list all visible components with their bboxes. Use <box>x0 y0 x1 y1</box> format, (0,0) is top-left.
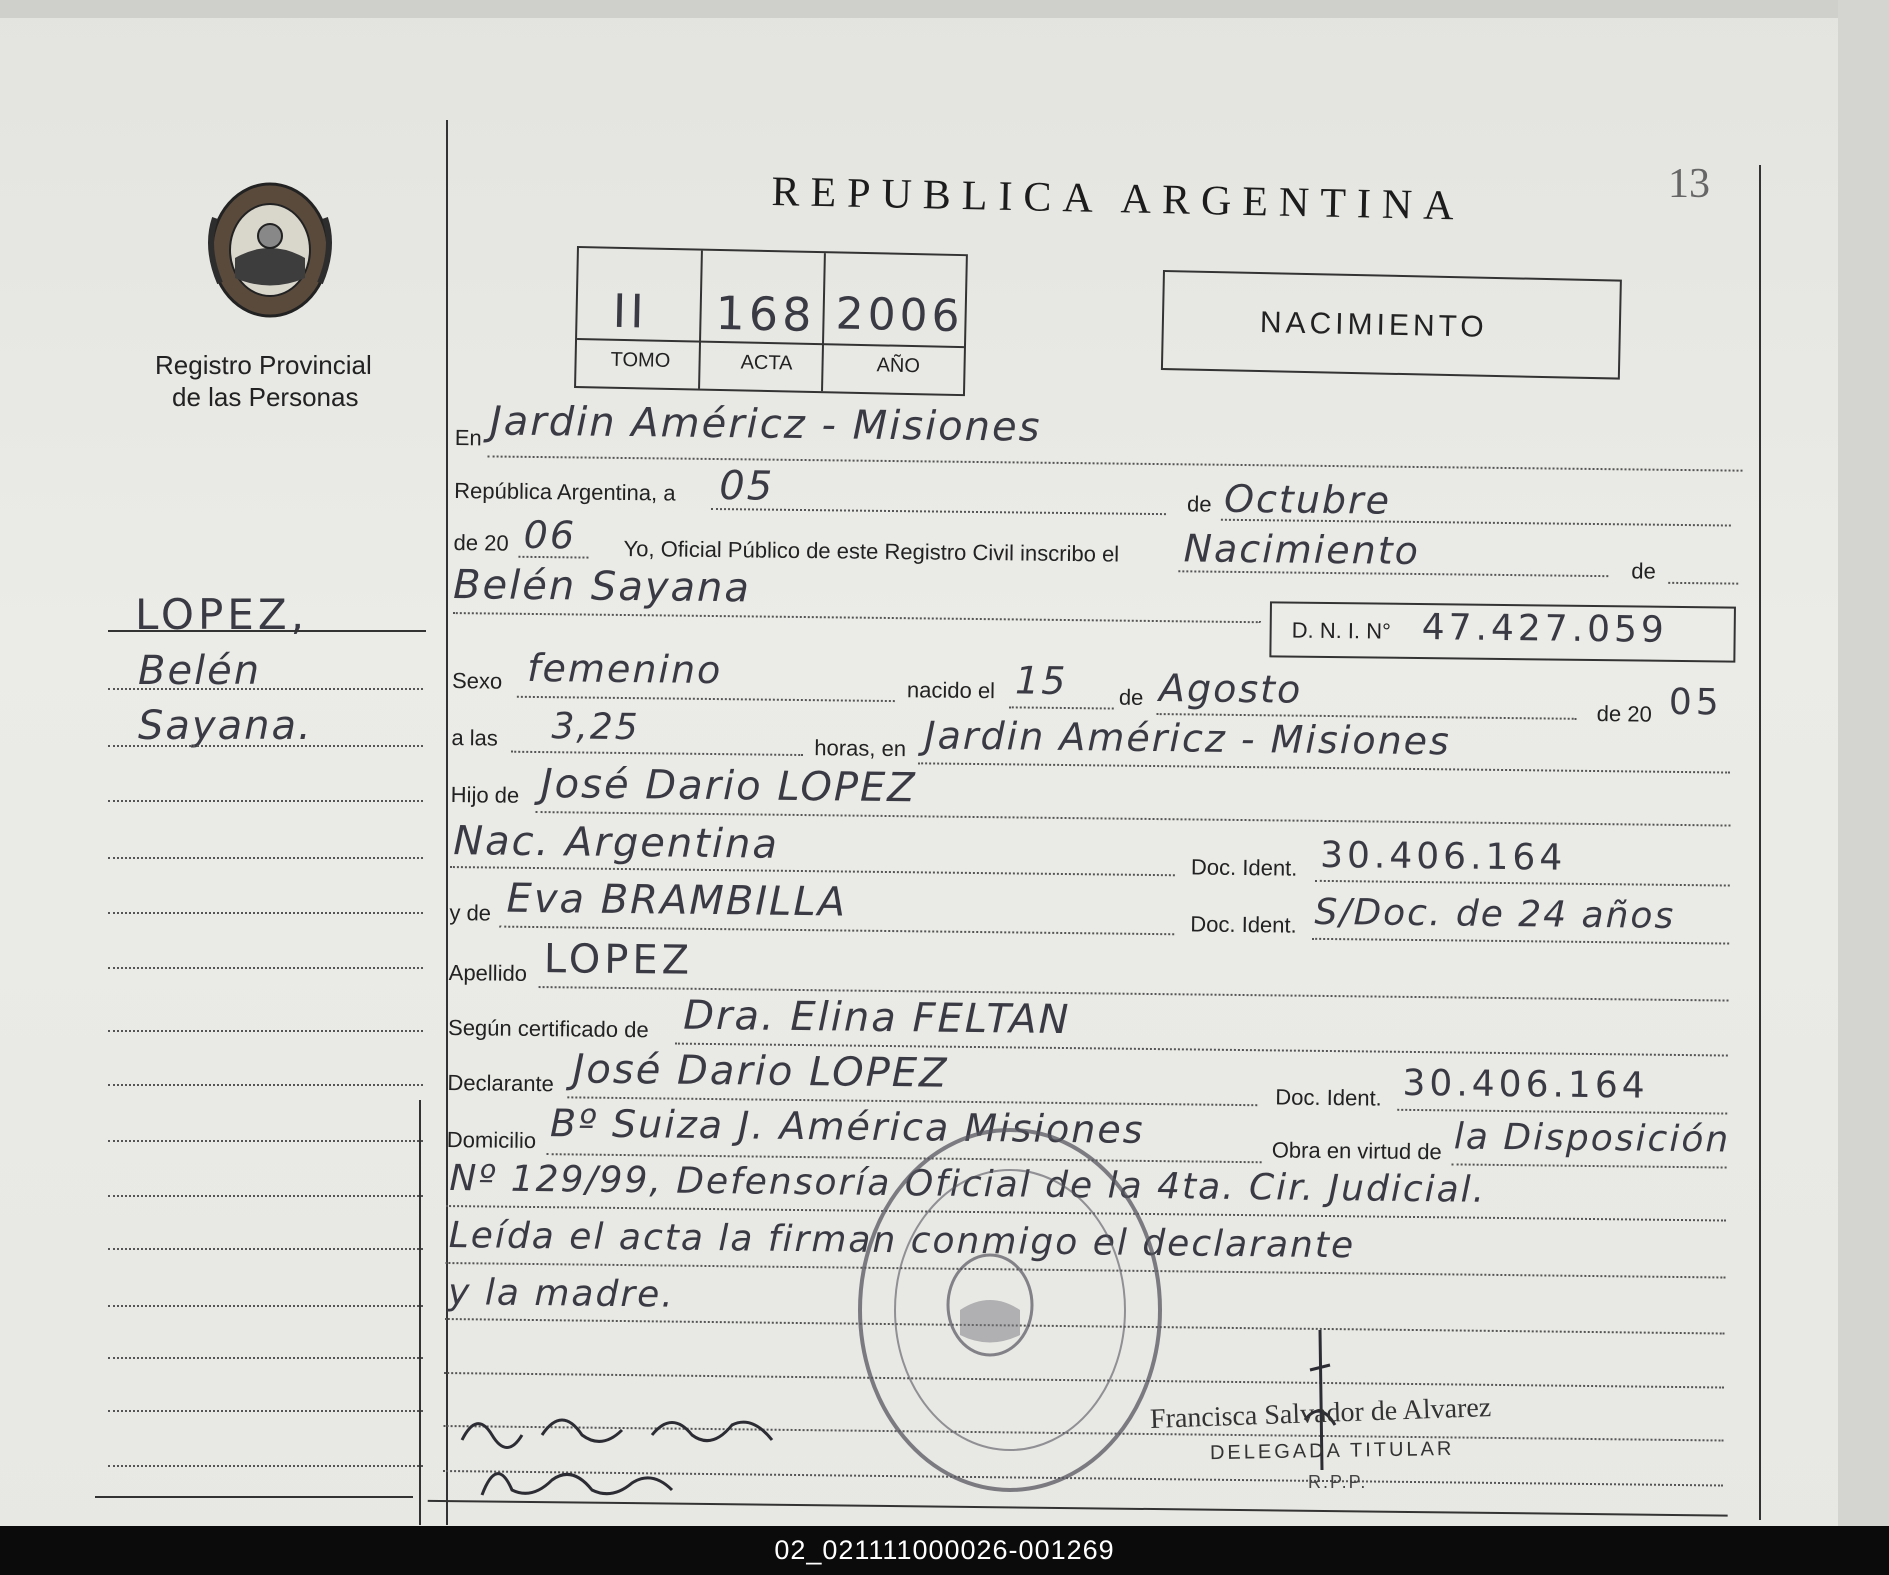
line-en <box>488 455 1743 471</box>
label-segun-certificado: Según certificado de <box>447 1015 649 1043</box>
label-republica-a: República Argentina, a <box>454 478 676 506</box>
value-domicilio: Bº Suiza J. América Misiones <box>549 1101 1145 1152</box>
label-de-20: de 20 <box>453 530 509 556</box>
line-doc-declarante <box>1397 1109 1727 1115</box>
value-lugar-nacimiento: Jardin Américz - Misiones <box>924 713 1452 764</box>
label-sexo: Sexo <box>451 668 503 694</box>
line-mes <box>1221 519 1731 527</box>
registry-name-line1: Registro Provincial <box>155 350 372 380</box>
value-acto: Nacimiento <box>1183 526 1421 574</box>
value-madre: Eva BRAMBILLA <box>506 875 848 926</box>
record-type-label: NACIMIENTO <box>1259 306 1489 344</box>
page-number: 13 <box>1668 161 1710 207</box>
label-y-de: y de <box>449 900 492 926</box>
label-nacido-el: nacido el <box>906 677 996 704</box>
acta-value: 168 <box>715 285 816 343</box>
value-padre: José Dario LOPEZ <box>540 761 917 812</box>
official-org: R.P.P. <box>1308 1472 1368 1492</box>
value-anio: 06 <box>523 512 577 558</box>
margin-surname: LOPEZ, <box>135 590 308 639</box>
value-sexo: femenino <box>526 645 723 693</box>
value-nacido-anio: 05 <box>1668 681 1723 724</box>
line-obra-virtud <box>1452 1163 1727 1168</box>
margin-given-name-1: Belén <box>138 648 262 694</box>
line-dia <box>711 508 1166 515</box>
value-obra-virtud: la Disposición <box>1453 1116 1731 1161</box>
official-title: DELEGADA TITULAR <box>1209 1437 1455 1465</box>
value-hora: 3,25 <box>551 706 640 749</box>
value-mes: Octubre <box>1223 476 1392 523</box>
label-doc-ident-3: Doc. Ident. <box>1275 1084 1382 1111</box>
label-en: En <box>454 425 482 451</box>
label-de-20-b: de 20 <box>1596 701 1652 727</box>
value-doc-padre: 30.406.164 <box>1319 834 1567 879</box>
official-name: Francisca Salvador de Alvarez <box>1149 1392 1492 1435</box>
acta-label: ACTA <box>740 351 793 375</box>
value-nota-2: Leída el acta la firman conmigo el declarante <box>448 1215 1356 1267</box>
value-certificado: Dra. Elina FELTAN <box>682 992 1071 1044</box>
line-nombre <box>453 612 1261 623</box>
label-apellido: Apellido <box>448 960 528 986</box>
value-nota-3: y la madre. <box>447 1272 675 1316</box>
ano-value: 2006 <box>835 288 965 343</box>
label-horas-en: horas, en <box>814 735 907 762</box>
value-apellido: LOPEZ <box>543 936 694 984</box>
value-nombre: Belén Sayana <box>452 562 752 612</box>
value-nota-1: Nº 129/99, Defensoría Oficial de la 4ta. Cir. Judicial. <box>449 1158 1487 1211</box>
page-title: REPUBLICA ARGENTINA <box>771 168 1466 230</box>
ano-label: AÑO <box>876 354 921 378</box>
value-declarante: José Dario LOPEZ <box>572 1046 949 1097</box>
line-anio <box>518 556 588 559</box>
official-stamp-icon <box>850 1120 1170 1500</box>
value-doc-madre: S/Doc. de 24 años <box>1314 891 1676 937</box>
document-id-footer: 02_021111000026-001269 <box>0 1526 1889 1575</box>
label-domicilio: Domicilio <box>446 1127 537 1154</box>
label-de-end: de <box>1631 558 1656 584</box>
line-hora <box>511 751 803 756</box>
registry-name-line2: de las Personas <box>172 382 359 412</box>
value-dni: 47.427.059 <box>1421 607 1669 651</box>
tomo-value: II <box>612 283 649 339</box>
line-doc-madre <box>1312 938 1729 945</box>
value-dia: 05 <box>719 463 775 510</box>
label-doc-ident-1: Doc. Ident. <box>1190 854 1298 881</box>
line-nacido-dia <box>1009 706 1114 709</box>
dni-box <box>1269 601 1736 662</box>
value-nacido-dia: 15 <box>1014 658 1068 704</box>
value-lugar: Jardin Américz - Misiones <box>489 398 1042 451</box>
label-dni: D. N. I. N° <box>1291 617 1392 644</box>
label-de: de <box>1186 491 1212 517</box>
margin-given-name-2: Sayana. <box>138 703 313 749</box>
label-hijo-de: Hijo de <box>450 782 520 808</box>
value-nacionalidad-padre: Nac. Argentina <box>452 818 780 868</box>
label-doc-ident-2: Doc. Ident. <box>1190 911 1297 938</box>
line-sexo <box>517 696 895 702</box>
father-signature-icon <box>452 1395 832 1515</box>
line-lugar-nacimiento <box>918 762 1730 773</box>
value-doc-declarante: 30.406.164 <box>1402 1062 1649 1107</box>
label-declarante: Declarante <box>447 1070 555 1097</box>
label-yo-oficial: Yo, Oficial Público de este Registro Civil inscribo el <box>623 535 1120 567</box>
label-a-las: a las <box>451 725 499 751</box>
value-nacido-mes: Agosto <box>1158 666 1303 712</box>
label-obra-en-virtud: Obra en virtud de <box>1271 1137 1442 1165</box>
line-nacionalidad <box>450 866 1175 876</box>
line-de-end <box>1668 582 1738 585</box>
line-doc-padre <box>1315 880 1730 887</box>
label-de2: de <box>1118 684 1144 710</box>
tomo-label: TOMO <box>610 348 671 372</box>
line-madre <box>499 926 1174 936</box>
